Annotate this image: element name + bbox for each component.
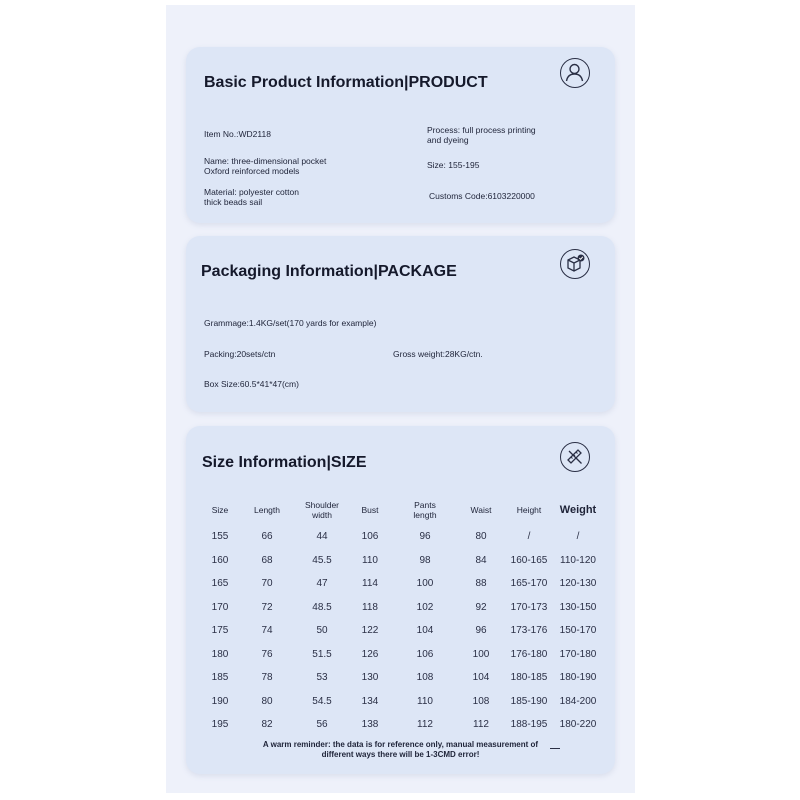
ruler-pencil-icon	[560, 442, 590, 472]
table-cell: 104	[472, 672, 490, 684]
product-card	[186, 47, 615, 223]
size-card	[186, 426, 615, 774]
gross-weight: Gross weight:28KG/ctn.	[393, 349, 483, 359]
table-cell: 68	[261, 554, 273, 566]
table-cell: 170-180	[559, 648, 597, 660]
product-process: Process: full process printing and dyeing	[427, 125, 536, 145]
reminder-dash	[550, 748, 560, 749]
table-cell: 102	[416, 601, 434, 613]
table-cell: 176-180	[510, 648, 548, 660]
table-cell: /	[527, 531, 531, 543]
table-cell: 80	[475, 531, 487, 543]
table-cell: 134	[361, 695, 379, 707]
box-size: Box Size:60.5*41*47(cm)	[204, 379, 299, 389]
table-row	[200, 643, 600, 667]
product-name: Name: three-dimensional pocket Oxford reinforced models	[204, 156, 327, 176]
table-cell: 165	[211, 578, 229, 590]
table-row	[200, 549, 600, 573]
table-cell: 100	[416, 578, 434, 590]
table-cell: 190	[211, 695, 229, 707]
column-header: Size	[211, 504, 229, 515]
table-cell: 53	[316, 672, 328, 684]
table-cell: 175	[211, 625, 229, 637]
table-cell: 106	[361, 531, 379, 543]
table-cell: 170-173	[510, 601, 548, 613]
user-icon	[560, 58, 590, 88]
size-title: Size Information|SIZE	[202, 454, 367, 471]
table-cell: 118	[362, 601, 378, 613]
table-cell: 96	[419, 531, 431, 543]
table-cell: 54.5	[312, 695, 332, 707]
table-cell: 51.5	[312, 648, 332, 660]
table-cell: 76	[261, 648, 273, 660]
box-check-icon	[560, 249, 590, 279]
grammage: Grammage:1.4KG/set(170 yards for example)	[204, 318, 377, 328]
size-table	[200, 494, 600, 737]
table-cell: 122	[361, 625, 379, 637]
table-cell: 110	[362, 554, 378, 566]
column-header: Pants length	[413, 499, 437, 520]
table-cell: 120-130	[559, 578, 597, 590]
table-cell: 84	[475, 554, 487, 566]
column-header: Shoulder width	[304, 499, 340, 520]
product-size-range: Size: 155-195	[427, 160, 480, 170]
table-cell: 92	[475, 601, 487, 613]
table-cell: 110	[417, 695, 433, 707]
table-cell: 108	[472, 695, 490, 707]
column-header: Bust	[361, 504, 379, 515]
table-cell: 56	[316, 719, 328, 731]
table-cell: 98	[419, 554, 431, 566]
table-cell: 126	[361, 648, 379, 660]
table-cell: 70	[261, 578, 273, 590]
packing: Packing:20sets/ctn	[204, 349, 276, 359]
table-cell: 88	[475, 578, 487, 590]
table-cell: 165-170	[510, 578, 548, 590]
table-cell: 180-185	[510, 672, 548, 684]
table-cell: 155	[211, 531, 229, 543]
table-cell: 106	[416, 648, 434, 660]
table-cell: 80	[261, 695, 273, 707]
package-card	[186, 236, 615, 412]
table-row	[200, 596, 600, 620]
table-cell: 44	[316, 531, 328, 543]
table-row	[200, 666, 600, 690]
table-cell: 104	[416, 625, 434, 637]
size-table-header	[200, 494, 600, 525]
table-cell: 82	[261, 719, 273, 731]
column-header: Weight	[559, 503, 597, 516]
table-cell: /	[576, 531, 580, 543]
table-cell: 130	[361, 672, 379, 684]
package-title: Packaging Information|PACKAGE	[201, 263, 457, 280]
table-cell: 114	[362, 578, 378, 590]
table-cell: 130-150	[559, 601, 597, 613]
product-material: Material: polyester cotton thick beads sail	[204, 187, 299, 207]
item-number: Item No.:WD2118	[204, 129, 271, 139]
table-cell: 195	[211, 719, 229, 731]
table-cell: 48.5	[312, 601, 332, 613]
table-cell: 74	[261, 625, 273, 637]
table-cell: 47	[316, 578, 328, 590]
table-cell: 188-195	[510, 719, 548, 731]
table-cell: 184-200	[559, 695, 597, 707]
table-cell: 160-165	[510, 554, 548, 566]
table-cell: 100	[472, 648, 490, 660]
table-cell: 45.5	[312, 554, 332, 566]
table-row	[200, 619, 600, 643]
table-cell: 180-190	[559, 672, 597, 684]
table-cell: 138	[361, 719, 379, 731]
table-row	[200, 525, 600, 549]
table-cell: 108	[416, 672, 434, 684]
table-cell: 72	[261, 601, 273, 613]
table-cell: 96	[475, 625, 487, 637]
table-row	[200, 690, 600, 714]
table-cell: 110-120	[560, 554, 596, 566]
table-cell: 112	[473, 719, 489, 731]
table-cell: 180-220	[559, 719, 597, 731]
product-title: Basic Product Information|PRODUCT	[204, 74, 488, 91]
table-row	[200, 572, 600, 596]
table-cell: 160	[211, 554, 229, 566]
table-cell: 170	[211, 601, 229, 613]
table-cell: 180	[211, 648, 229, 660]
table-cell: 50	[316, 625, 328, 637]
table-cell: 150-170	[559, 625, 597, 637]
customs-code: Customs Code:6103220000	[429, 191, 535, 201]
table-cell: 112	[417, 719, 433, 731]
table-cell: 185-190	[510, 695, 548, 707]
table-cell: 173-176	[510, 625, 548, 637]
column-header: Height	[516, 504, 542, 515]
table-cell: 185	[211, 672, 229, 684]
table-row	[200, 713, 600, 737]
table-cell: 66	[261, 531, 273, 543]
warm-reminder: A warm reminder: the data is for reference only, manual measurement of different ways there will be 1-3CMD error!	[262, 740, 539, 759]
column-header: Waist	[470, 504, 492, 515]
table-cell: 78	[261, 672, 273, 684]
column-header: Length	[254, 504, 280, 515]
